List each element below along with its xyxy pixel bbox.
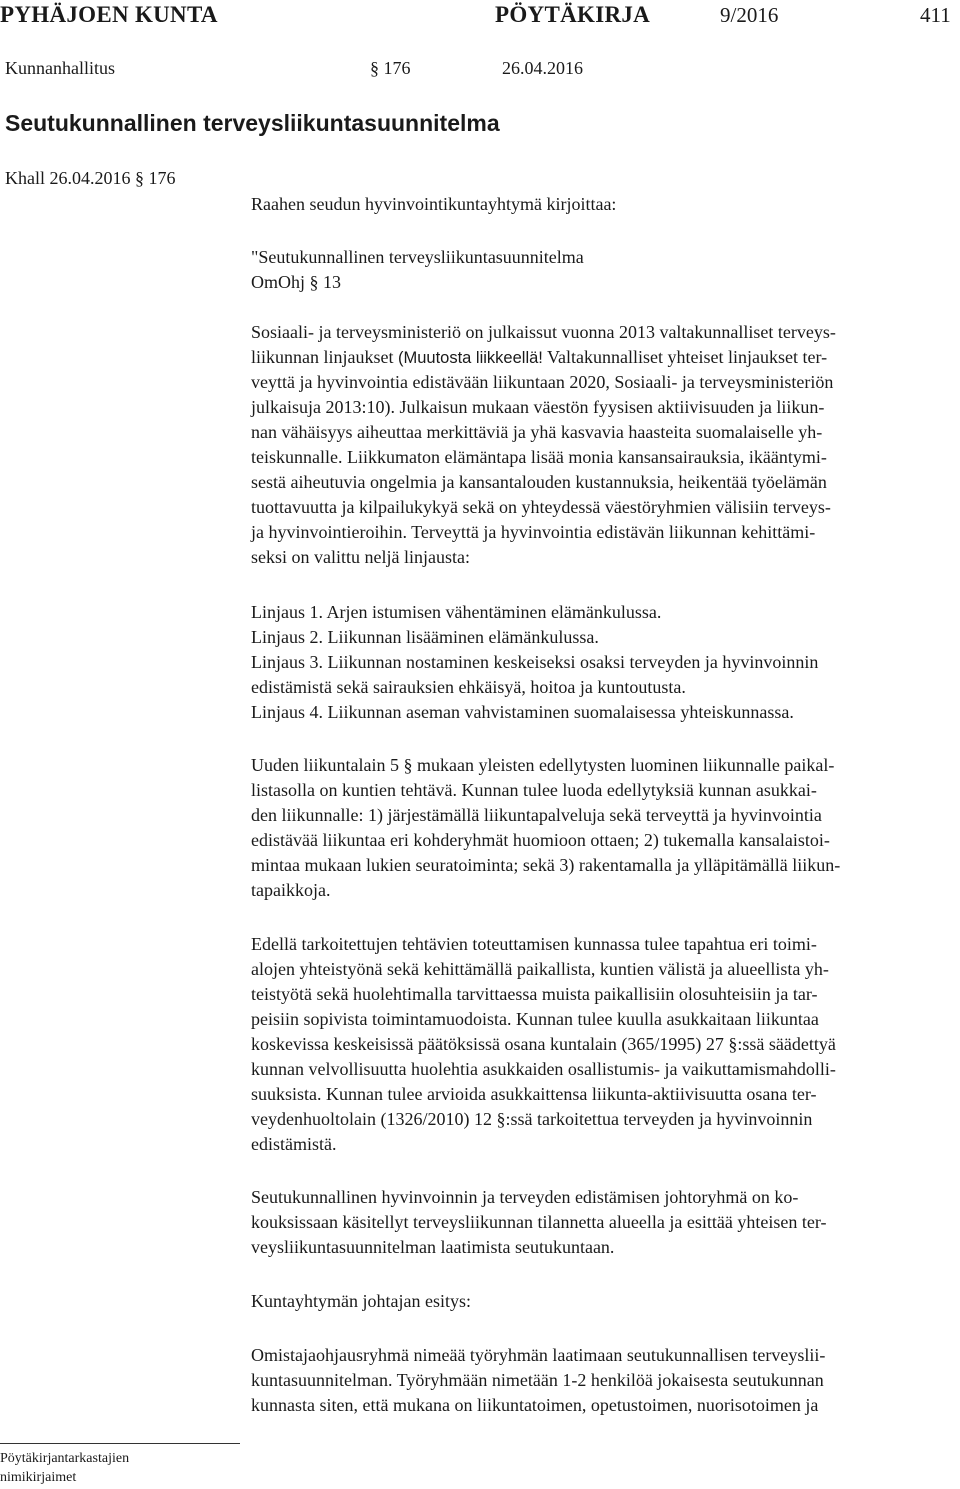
text-line: liikunnan linjaukset (Muutosta liikkeellä! Valtakunnalliset yhteiset linjaukset ter-	[251, 347, 828, 367]
text-line: ja hyvinvointieroihin. Terveyttä ja hyvinvointia edistävän liikunnan kehittämi-	[251, 522, 816, 542]
meeting-number: 9/2016	[720, 3, 779, 27]
text-line: Uuden liikuntalain 5 § mukaan yleisten edellytysten luominen liikunnalle paikal-	[251, 755, 835, 775]
text-line: OmOhj § 13	[251, 272, 341, 292]
section-number: § 176	[370, 58, 411, 78]
text-line: Seutukunnallinen hyvinvoinnin ja terveyden edistämisen johtoryhmä on ko-	[251, 1187, 799, 1207]
text-line: alojen yhteistyönä sekä kehittämällä paikallista, kuntien välistä ja alueellista yh-	[251, 959, 829, 979]
text-line: koskevissa keskeisissä päätöksissä osana kuntalain (365/1995) 27 §:ssä säädettyä	[251, 1034, 836, 1054]
text-line: Kuntayhtymän johtajan esitys:	[251, 1291, 471, 1311]
text-line: "Seutukunnallinen terveysliikuntasuunnitelma	[251, 247, 584, 267]
text-line: veysliikuntasuunnitelman laatimista seutukuntaan.	[251, 1237, 615, 1257]
text-line: edistämistä.	[251, 1134, 337, 1154]
text-line: veyttä ja hyvinvointia edistävään liikuntaan 2020, Sosiaali- ja terveysministeriön	[251, 372, 834, 392]
text-line: Linjaus 2. Liikunnan lisääminen elämänkulussa.	[251, 627, 599, 647]
footer-divider	[0, 1443, 240, 1444]
text-line: teiskunnalle. Liikkumaton elämäntapa lisää monia kansansairauksia, ikääntymi-	[251, 447, 827, 467]
text-line: Edellä tarkoitettujen tehtävien toteuttamisen kunnassa tulee tapahtua eri toimi-	[251, 934, 817, 954]
text-line: Linjaus 4. Liikunnan aseman vahvistaminen suomalaisessa yhteiskunnassa.	[251, 702, 794, 722]
text-line: edistävää liikuntaa eri kohderyhmät huomioon ottaen; 2) tukemalla kansalaistoi-	[251, 830, 830, 850]
page-number: 411	[920, 3, 951, 27]
text-line: suuksista. Kunnan tulee arvioida asukkaittensa liikunta-aktiivisuutta osana ter-	[251, 1084, 817, 1104]
text-line: kuntasuunnitelman. Työryhmään nimetään 1-2 henkilöä jokaisesta seutukunnan	[251, 1370, 824, 1390]
text-line: den liikunnalle: 1) järjestämällä liikuntapalveluja sekä terveyttä ja hyvinvointia	[251, 805, 822, 825]
text-line: listasolla on kuntien tehtävä. Kunnan tulee luoda edellytyksiä kunnan asukkai-	[251, 780, 817, 800]
text-line: mintaa mukaan lukien seuratoiminta; sekä 3) rakentamalla ja ylläpitämällä liikun-	[251, 855, 841, 875]
text-line: sestä aiheutuvia ongelmia ja kansantalouden kustannuksia, heikentää työelämän	[251, 472, 827, 492]
text-line: kouksissaan käsitellyt terveysliikunnan tilannetta alueella ja esittää yhteisen ter-	[251, 1212, 827, 1232]
text-line: teistyötä sekä huolehtimalla tarvittaessa muista paikallisiin olosuhteisiin ja tar-	[251, 984, 818, 1004]
text-line: Omistajaohjausryhmä nimeää työryhmän laatimaan seutukunnallisen terveyslii-	[251, 1345, 826, 1365]
meeting-date: 26.04.2016	[502, 58, 583, 78]
text-line: kunnasta siten, että mukana on liikuntatoimen, opetustoimen, nuorisotoimen ja	[251, 1395, 819, 1415]
text-line: veydenhuoltolain (1326/2010) 12 §:ssä tarkoitettua terveyden ja hyvinvoinnin	[251, 1109, 813, 1129]
text-line: Linjaus 3. Liikunnan nostaminen keskeiseksi osaksi terveyden ja hyvinvoinnin	[251, 652, 819, 672]
text-line: tuottavuutta ja kilpailukykyä sekä on yhteydessä väestöryhmien välisiin terveys-	[251, 497, 831, 517]
organization-name: PYHÄJOEN KUNTA	[0, 2, 218, 27]
document-type: PÖYTÄKIRJA	[495, 2, 651, 27]
khall-reference: Khall 26.04.2016 § 176	[5, 168, 176, 188]
text-line: julkaisuja 2013:10). Julkaisun mukaan väestön fyysisen aktiivisuuden ja liikun-	[251, 397, 825, 417]
footer-label: nimikirjaimet	[0, 1470, 77, 1485]
text-line: tapaikkoja.	[251, 880, 331, 900]
text-line: Sosiaali- ja terveysministeriö on julkaissut vuonna 2013 valtakunnalliset terveys-	[251, 322, 836, 342]
text-line: Linjaus 1. Arjen istumisen vähentäminen elämänkulussa.	[251, 602, 662, 622]
text-line: kunnan velvollisuutta huolehtia asukkaiden osallistumis- ja vaikuttamismahdolli-	[251, 1059, 836, 1079]
body-name: Kunnanhallitus	[5, 58, 115, 78]
text-line: nan vähäisyys aiheuttaa merkittäviä ja yhä kasvavia haasteita suomalaiselle yh-	[251, 422, 823, 442]
text-line: seksi on valittu neljä linjausta:	[251, 547, 470, 567]
text-line: peisiin sopivista toimintamuodoista. Kunnan tulee kuulla asukkaitaan liikuntaa	[251, 1009, 819, 1029]
footer-label: Pöytäkirjantarkastajien	[0, 1451, 130, 1466]
text-line: edistämistä sekä sairauksien ehkäisyä, hoitoa ja kuntoutusta.	[251, 677, 686, 697]
section-title: Seutukunnallinen terveysliikuntasuunnitelma	[5, 110, 500, 136]
text-line: Raahen seudun hyvinvointikuntayhtymä kirjoittaa:	[251, 194, 617, 214]
